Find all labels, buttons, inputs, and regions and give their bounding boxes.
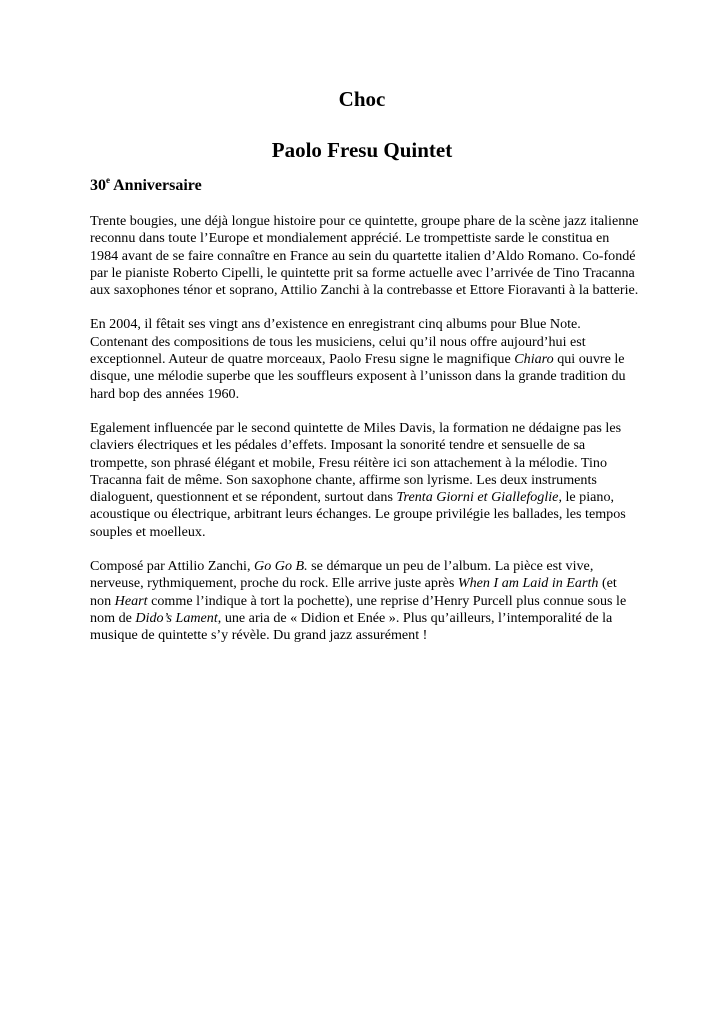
paragraph-4-text-a: Composé par Attilio Zanchi, <box>90 558 255 575</box>
document-title: Choc <box>338 87 386 111</box>
paragraph-2 <box>90 316 640 402</box>
paragraph-3-text-b: , le piano, acoustique ou électrique, arbitrant leurs échanges. Le groupe privilégie les ballades, les tempos souples et moelleux. <box>90 489 626 540</box>
paragraph-1: Trente bougies, une déjà longue histoire pour ce quintette, groupe phare de la scène jazz italienne reconnu dans toute l’Europe et mondialement apprécié. Le trompettiste sarde le constitua en 1984 avant de se faire connaître en France au sein du quartette italien d’Aldo Romano. Co-fondé par le pianiste Roberto Cipelli, le quintette prit sa forme actuelle avec l’arrivée de Tino Tracanna aux saxophones ténor et soprano, Attilio Zanchi à la contrebasse et Ettore Fioravanti à la batterie. <box>90 213 639 299</box>
section-heading-superscript: e <box>106 175 110 185</box>
document-subtitle: Paolo Fresu Quintet <box>271 138 453 162</box>
paragraph-4-text-d: comme l’indique à tort la pochette), une reprise d’Henry Purcell plus connue sous le nom de <box>90 592 627 626</box>
section-heading-text: Anniversaire <box>110 177 202 194</box>
article-body <box>90 213 640 662</box>
paragraph-4-italic-title-3: Heart <box>114 592 148 609</box>
paragraph-2-text-a: En 2004, il fêtait ses vingt ans d’existence en enregistrant cinq albums pour Blue Note. Contenant des compositions de tous les musiciens, celui qu’il nous offre aujourd’hui est exceptionnel. Auteur de quatre morceaux, Paolo Fresu signe le magnifique <box>90 316 586 368</box>
paragraph-4-italic-title-1: Go Go B. <box>254 558 308 575</box>
paragraph-2-text-b: qui ouvre le disque, une mélodie superbe que les souffleurs exposent à l’unisson dans la grande tradition du hard bop des années 1960. <box>90 351 626 402</box>
paragraph-4-text-e: , une aria de « Didion et Enée ». Plus qu’ailleurs, l’intemporalité de la musique de quintette s’y révèle. Du grand jazz assurément ! <box>90 609 613 644</box>
section-heading <box>90 176 202 196</box>
paragraph-3-italic-title: Trenta Giorni et Giallefoglie <box>396 489 559 506</box>
paragraph-4 <box>90 558 640 644</box>
paragraph-2-italic-title: Chiaro <box>514 351 554 368</box>
paragraph-3-text-a: Egalement influencée par le second quintette de Miles Davis, la formation ne dédaigne pas les claviers électriques et les pédales d’effets. Imposant la sonorité tendre et sensuelle de sa trompette, son phrasé élégant et mobile, Fresu réitère ici son attachement à la mélodie. Tino Tracanna fait de même. Son saxophone chante, affirme son lyrisme. Les deux instruments dialoguent, questionnent et se répondent, surtout dans <box>90 419 622 506</box>
paragraph-3 <box>90 420 640 541</box>
paragraph-4-text-c: (et non <box>90 575 617 609</box>
paragraph-4-italic-title-2: When I am Laid in Earth <box>457 575 599 592</box>
paragraph-4-italic-title-4: Dido’s Lament <box>135 609 218 626</box>
paragraph-4-text-b: se démarque un peu de l’album. La pièce est vive, nerveuse, rythmiquement, proche du rock. Elle arrive juste après <box>90 558 594 592</box>
section-heading-number: 30 <box>90 177 106 194</box>
